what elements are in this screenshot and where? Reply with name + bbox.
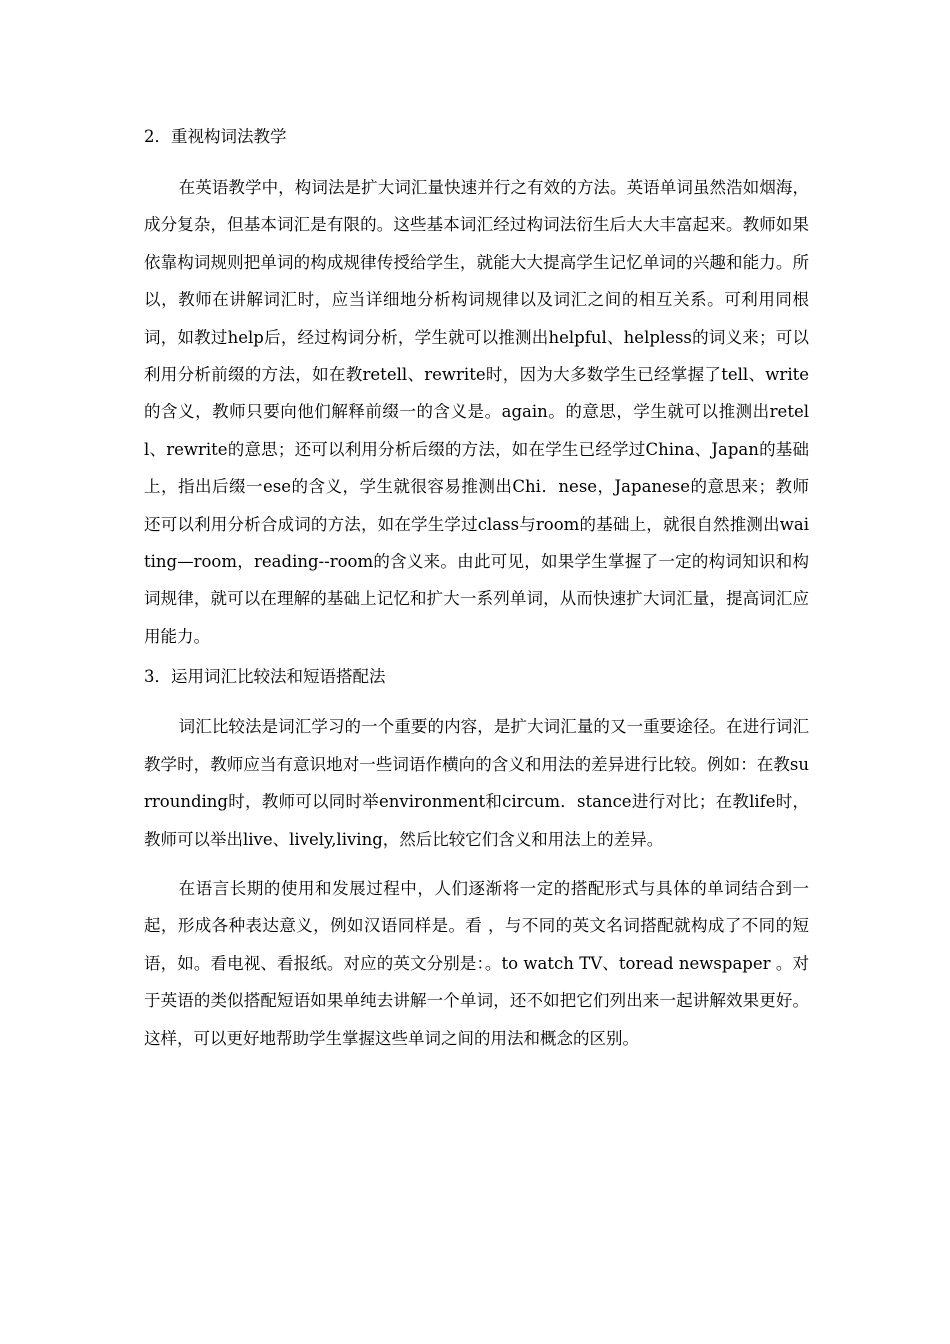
spacer (144, 858, 809, 870)
paragraph-collocation: 在语言长期的使用和发展过程中，人们逐渐将一定的搭配形式与具体的单词结合到一起，形成各种表达意义，例如汉语同样是。看 ，与不同的英文名词搭配就构成了不同的短语，如。看电视、看报纸。对应的英文分别是：。to watch TV、toread newspaper 。对于英语的类似搭配短语如果单纯去讲解一个单词，还不如把它们列出来一起讲解效果更好。这样，可以更好地帮助学生掌握这些单词之间的用法和概念的区别。 (144, 878, 809, 1048)
spacer (144, 695, 809, 708)
paragraph-word-formation: 在英语教学中，构词法是扩大词汇量快速并行之有效的方法。英语单词虽然浩如烟海，成分复杂，但基本词汇是有限的。这些基本词汇经过构词法衍生后大大丰富起来。教师如果依靠构词规则把单词的构成规律传授给学生，就能大大提高学生记忆单词的兴趣和能力。所以，教师在讲解词汇时，应当详细地分析构词规律以及词汇之间的相互关系。可利用同根词，如教过help后，经过构词分析，学生就可以推测出helpful、helpless的词义来；可以利用分析前缀的方法，如在教retell、rewrite时，因为大多数学生已经掌握了tell、write的含义，教师只要向他们解释前缀一的含义是。again。的意思，学生就可以推测出retell、rewrite的意思；还可以利用分析后缀的方法，如在学生已经学过China、Japan的基础上，指出后缀一ese的含义，学生就很容易推测出Chi．nese，Japanese的意思来；教师还可以利用分析合成词的方法，如在学生学过class与room的基础上，就很自然推测出waiting—room，reading--room的含义来。由此可见，如果学生掌握了一定的构词知识和构词规律，就可以在理解的基础上记忆和扩大一系列单词，从而快速扩大词汇量，提高词汇应用能力。 (144, 178, 809, 646)
paragraph-vocabulary-comparison: 词汇比较法是词汇学习的一个重要的内容，是扩大词汇量的又一重要途径。在进行词汇教学时，教师应当有意识地对一些词语作横向的含义和用法的差异进行比较。例如：在教surrounding时，教师可以同时举environment和circum．stance进行对比；在教life时，教师可以举出live、lively,living，然后比较它们含义和用法上的差异。 (144, 717, 809, 849)
section-heading-comparison-collocation: 3．运用词汇比较法和短语搭配法 (144, 667, 386, 687)
section-heading-word-formation: 2．重视构词法教学 (144, 127, 287, 146)
spacer (144, 155, 809, 169)
